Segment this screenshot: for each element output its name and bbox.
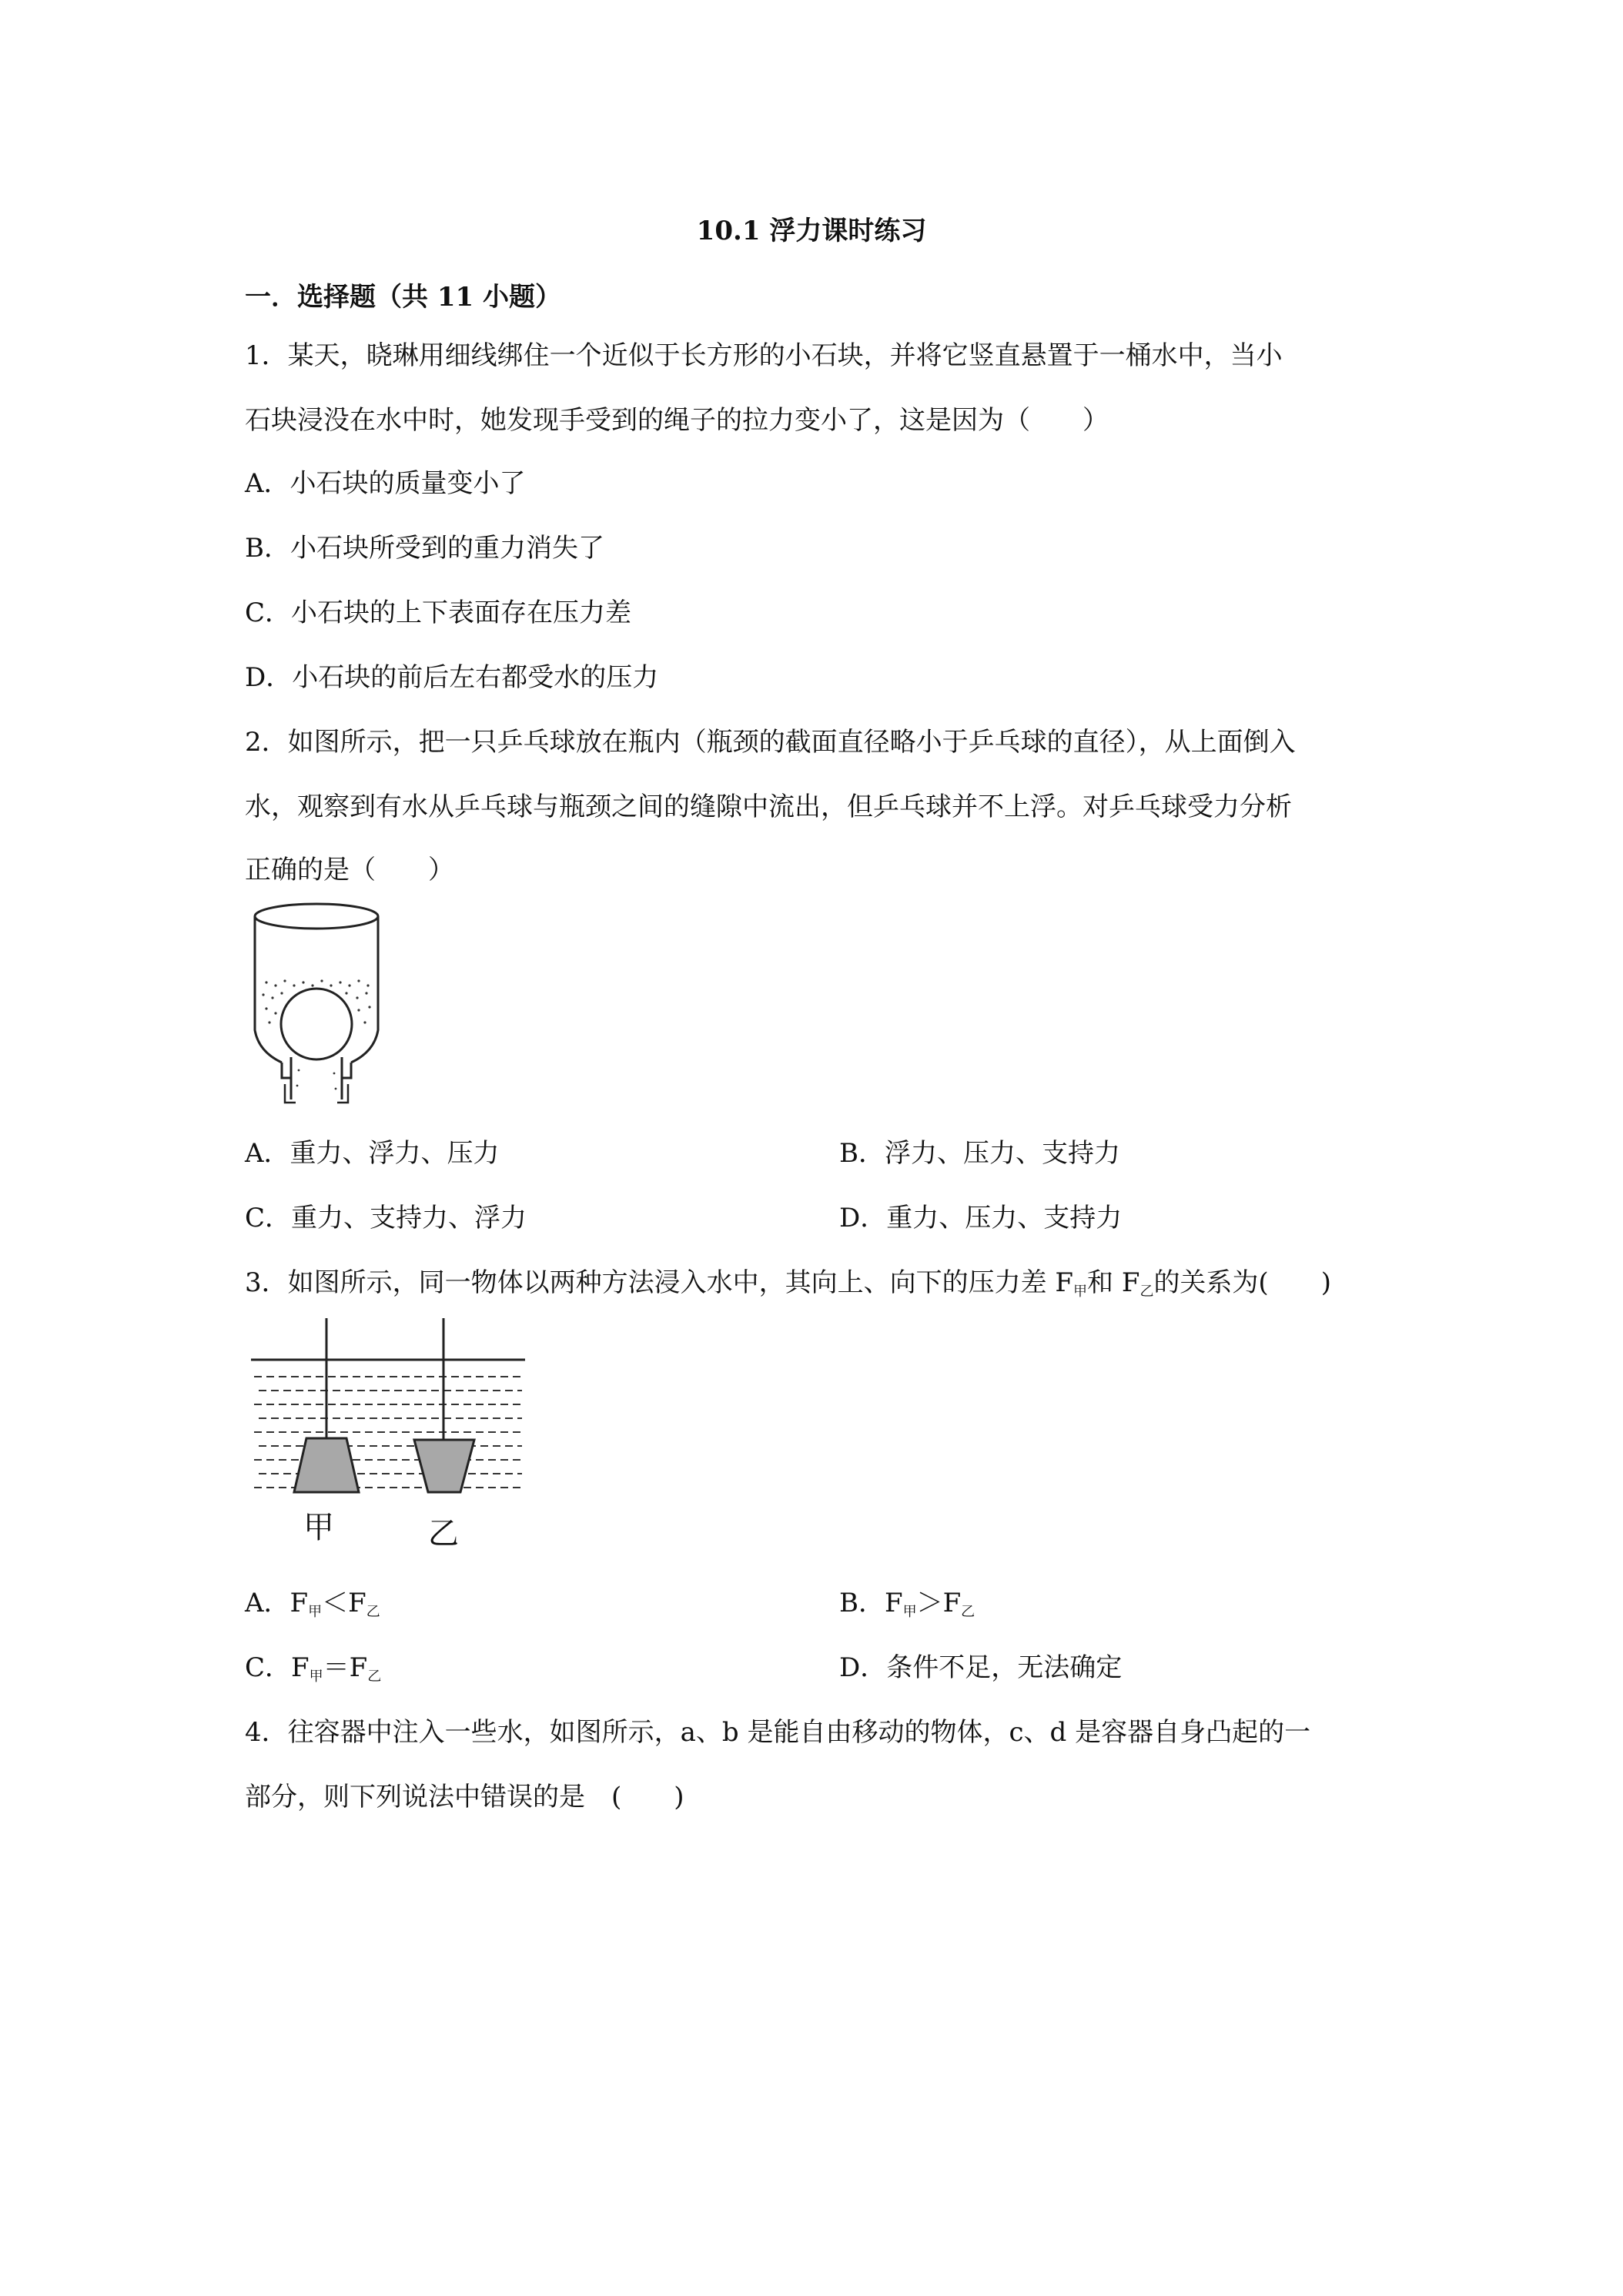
- q3-option-a: [245, 1586, 380, 1629]
- q3-stem-post: 的关系为( ): [1153, 1267, 1331, 1298]
- q3-option-b-f: B．F: [839, 1588, 903, 1618]
- q2-option-c: C．重力、支持力、浮力: [245, 1203, 527, 1233]
- q3-option-a-sub-jia: 甲: [308, 1604, 323, 1620]
- q3-stem-pre: 3．如图所示，同一物体以两种方法浸入水中，其向上、向下的压力差 F: [245, 1267, 1074, 1298]
- q3-option-a-f: A．F: [245, 1588, 309, 1618]
- q3-option-a-rel: ＜F: [322, 1588, 366, 1618]
- bottle-pingpong-figure: [251, 899, 382, 1115]
- q3-option-c-sub-yi: 乙: [367, 1668, 382, 1685]
- q3-option-c-f: C．F: [245, 1652, 310, 1683]
- q1-stem-line-2: 石块浸没在水中时，她发现手受到的绳子的拉力变小了，这是因为（ ）: [245, 405, 1109, 436]
- q2-stem-line-3: 正确的是（ ）: [245, 855, 454, 885]
- q4-stem-line-2: 部分，则下列说法中错误的是 ( ): [245, 1782, 684, 1812]
- q3-option-c-sub-jia: 甲: [309, 1668, 323, 1685]
- q3-option-a-sub-yi: 乙: [366, 1604, 380, 1620]
- q3-option-d: D．条件不足，无法确定: [839, 1652, 1123, 1683]
- q3-option-b-sub-jia: 甲: [902, 1604, 917, 1620]
- q2-option-b: B．浮力、压力、支持力: [839, 1138, 1120, 1169]
- q3-option-c-rel: ＝F: [323, 1652, 368, 1683]
- q2-option-a: A．重力、浮力、压力: [245, 1138, 500, 1169]
- immersed-objects-figure: [251, 1318, 528, 1549]
- q1-option-b: B．小石块所受到的重力消失了: [245, 533, 604, 564]
- figure-label-jia: 甲: [303, 1510, 334, 1545]
- q3-stem-sub-yi: 乙: [1139, 1284, 1154, 1300]
- q1-option-d: D．小石块的前后左右都受水的压力: [245, 662, 659, 693]
- q1-stem-line-1: 1．某天，晓琳用细线绑住一个近似于长方形的小石块，并将它竖直悬置于一桶水中，当小: [245, 340, 1283, 371]
- q3-option-b-rel: ＞F: [916, 1588, 962, 1618]
- figure-label-yi: 乙: [428, 1516, 459, 1551]
- document-title: 10.1 浮力课时练习: [696, 216, 927, 246]
- q1-option-a: A．小石块的质量变小了: [245, 468, 526, 499]
- q3-stem-sub-jia: 甲: [1073, 1284, 1088, 1300]
- q2-option-d: D．重力、压力、支持力: [839, 1203, 1123, 1233]
- q4-stem-line-1: 4．往容器中注入一些水，如图所示，a、b 是能自由移动的物体，c、d 是容器自身凸起的一: [245, 1717, 1311, 1748]
- q2-stem-line-2: 水，观察到有水从乒乓球与瓶颈之间的缝隙中流出，但乒乓球并不上浮。对乒乓球受力分析: [245, 792, 1292, 822]
- q3-option-c: [245, 1651, 381, 1694]
- q2-stem-line-1: 2．如图所示，把一只乒乓球放在瓶内（瓶颈的截面直径略小于乒乓球的直径），从上面倒入: [245, 727, 1296, 758]
- q3-option-b: [839, 1586, 975, 1629]
- q3-stem-mid: 和 F: [1087, 1267, 1140, 1298]
- q3-option-b-sub-yi: 乙: [961, 1604, 975, 1620]
- q1-option-c: C．小石块的上下表面存在压力差: [245, 597, 632, 628]
- q3-stem: [245, 1266, 1384, 1309]
- section-heading: 一．选择题（共 11 小题）: [245, 282, 561, 313]
